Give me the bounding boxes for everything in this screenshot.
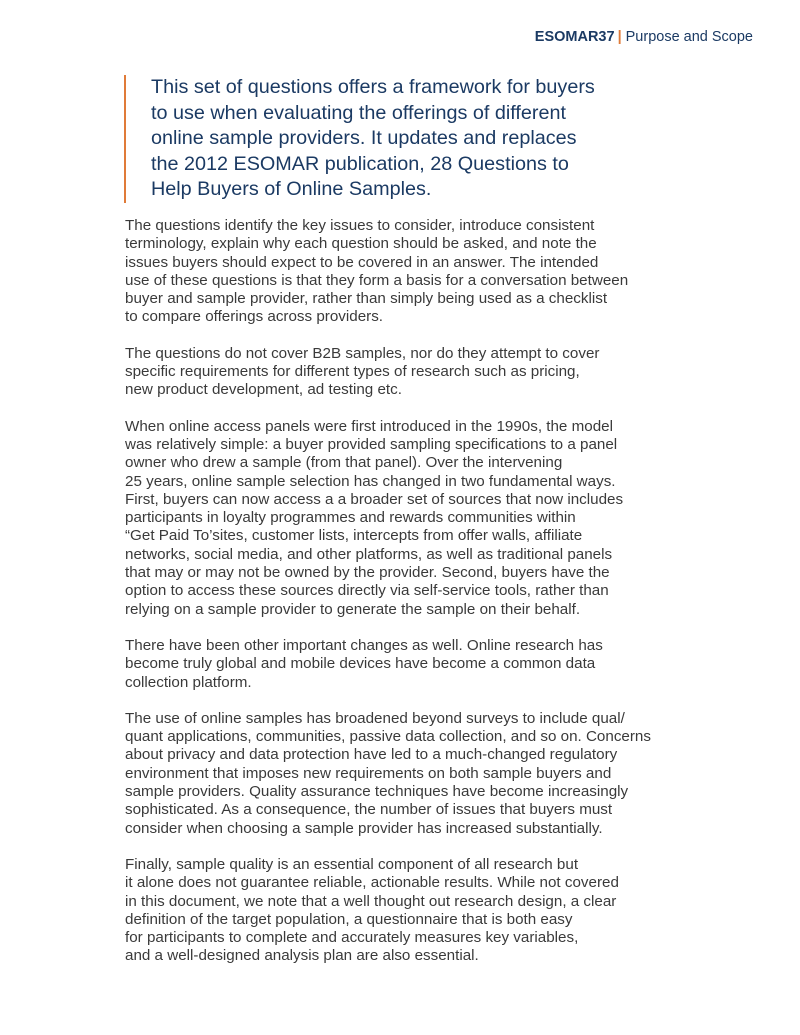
paragraph-history: When online access panels were first introduced in the 1990s, the model was relatively simple: a buyer provided sampling specifications to a panel owner who drew a sample (from that panel). Over the intervening 25 years, online sample selection has changed in two fundamental ways. First, buyers can now access a a broader set of sources that now includes participants in loyalty programmes and rewards communities within “Get Paid To’sites, customer lists, intercepts from offer walls, affiliate networks, social media, and other platforms, as well as traditional panels that may or may not be owned by the provider. Second, buyers have the option to access these sources directly via self-service tools, rather than relying on a sample provider to generate the sample on their behalf.	[125, 417, 624, 618]
section-label: Purpose and Scope	[625, 29, 753, 45]
paragraph-broadened-use: The use of online samples has broadened beyond surveys to include qual/ quant applications, communities, passive data collection, and so on. Concerns about privacy and data protection have led to a much-changed regulatory environment that imposes new requirements on both sample buyers and sample providers. Quality assurance techniques have become increasingly sophisticated. As a consequence, the number of issues that buyers must consider when choosing a sample provider has increased substantially.	[125, 709, 651, 837]
pull-quote	[124, 75, 691, 203]
pull-quote-text: This set of questions offers a framework for buyers to use when evaluating the offerings of different online sample providers. It updates and replaces the 2012 ESOMAR publication, 28 Questions to Help Buyers of Online Samples.	[151, 76, 595, 200]
body-text	[125, 217, 685, 984]
paragraph-changes: There have been other important changes as well. Online research has become truly global and mobile devices have become a common data collection platform.	[125, 636, 603, 691]
header-separator: |	[617, 29, 622, 45]
paragraph-sample-quality: Finally, sample quality is an essential component of all research but it alone does not guarantee reliable, actionable results. While not covered in this document, we note that a well thought out research design, a clear definition of the target population, a questionnaire that is both easy for participants to complete and accurately measures key variables, and a well-designed analysis plan are also essential.	[125, 855, 619, 965]
paragraph-exclusions: The questions do not cover B2B samples, nor do they attempt to cover specific requirements for different types of research such as pricing, new product development, ad testing etc.	[125, 344, 600, 399]
paragraph-purpose: The questions identify the key issues to consider, introduce consistent terminology, explain why each question should be asked, and note the issues buyers should expect to be covered in an answer. The intended use of these questions is that they form a basis for a conversation between buyer and sample provider, rather than simply being used as a checklist to compare offerings across providers.	[125, 217, 629, 326]
document-label: ESOMAR37	[534, 29, 615, 45]
running-header	[535, 27, 753, 47]
